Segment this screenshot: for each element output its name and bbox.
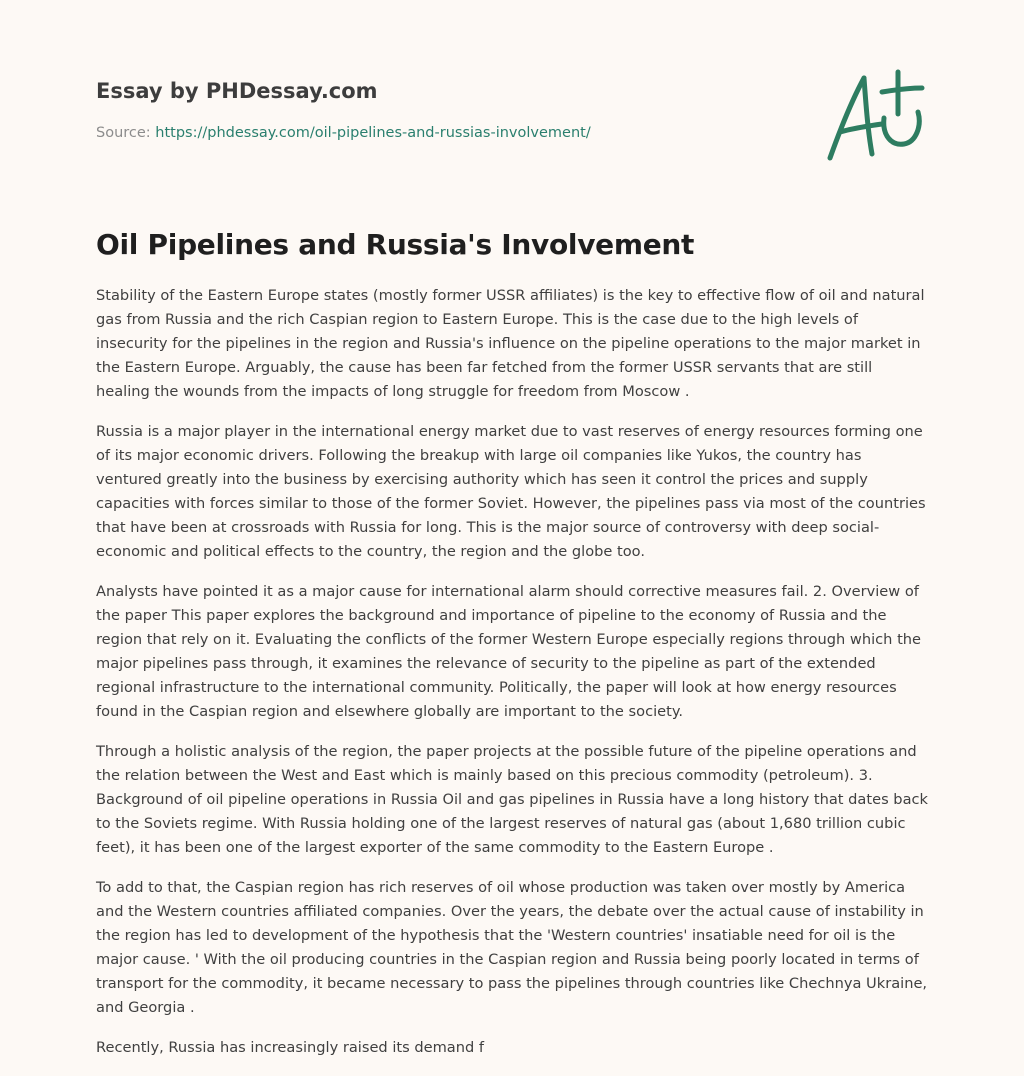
source-line (96, 123, 591, 143)
essay-paragraph: Recently, Russia has increasingly raised its demand f (96, 1039, 485, 1056)
source-label: Source: (96, 125, 156, 141)
essay-body (96, 284, 930, 1076)
essay-paragraph: Through a holistic analysis of the region, the paper projects at the possible future of the pipeline operations and the relation between the West and East which is mainly based on this precious commodity (petroleum). 3. Background of oil pipeline operations in Russia Oil and gas pipelines in Russia have a long history that dates back to the Soviets regime. With Russia holding one of the largest reserves of natural gas (about 1,680 trillion cubic feet), it has been one of the largest exporter of the same commodity to the Eastern Europe . (96, 743, 928, 856)
a-plus-logo-icon (818, 66, 930, 166)
site-brand: Essay by PHDessay.com (96, 79, 378, 103)
essay-paragraph: Analysts have pointed it as a major cause for international alarm should corrective measures fail. 2. Overview of the paper This paper explores the background and importance of pipeline to the economy of Russia and the region that rely on it. Evaluating the conflicts of the former Western Europe especially regions through which the major pipelines pass through, it examines the relevance of security to the pipeline as part of the extended regional infrastructure to the international community. Politically, the paper will look at how energy resources found in the Caspian region and elsewhere globally are important to the society. (96, 583, 922, 720)
source-link[interactable]: https://phdessay.com/oil-pipelines-and-russias-involvement/ (155, 125, 591, 141)
essay-paragraph: Stability of the Eastern Europe states (mostly former USSR affiliates) is the key to effective flow of oil and natural gas from Russia and the rich Caspian region to Eastern Europe. This is the case due to the high levels of insecurity for the pipelines in the region and Russia's influence on the pipeline operations to the major market in the Eastern Europe. Arguably, the cause has been far fetched from the former USSR servants that are still healing the wounds from the impacts of long struggle for freedom from Moscow . (96, 287, 925, 400)
essay-paragraph: To add to that, the Caspian region has rich reserves of oil whose production was taken over mostly by America and the Western countries affiliated companies. Over the years, the debate over the actual cause of instability in the region has led to development of the hypothesis that the 'Western countries' insatiable need for oil is the major cause. ' With the oil producing countries in the Caspian region and Russia being poorly located in terms of transport for the commodity, it became necessary to pass the pipelines through countries like Chechnya Ukraine, and Georgia . (96, 879, 928, 1016)
essay-title: Oil Pipelines and Russia's Involvement (96, 228, 695, 261)
essay-paragraph: Russia is a major player in the international energy market due to vast reserves of energy resources forming one of its major economic drivers. Following the breakup with large oil companies like Yukos, the country has ventured greatly into the business by exercising authority which has seen it control the prices and supply capacities with forces similar to those of the former Soviet. However, the pipelines pass via most of the countries that have been at crossroads with Russia for long. This is the major source of controversy with deep social-economic and political effects to the country, the region and the globe too. (96, 423, 926, 560)
